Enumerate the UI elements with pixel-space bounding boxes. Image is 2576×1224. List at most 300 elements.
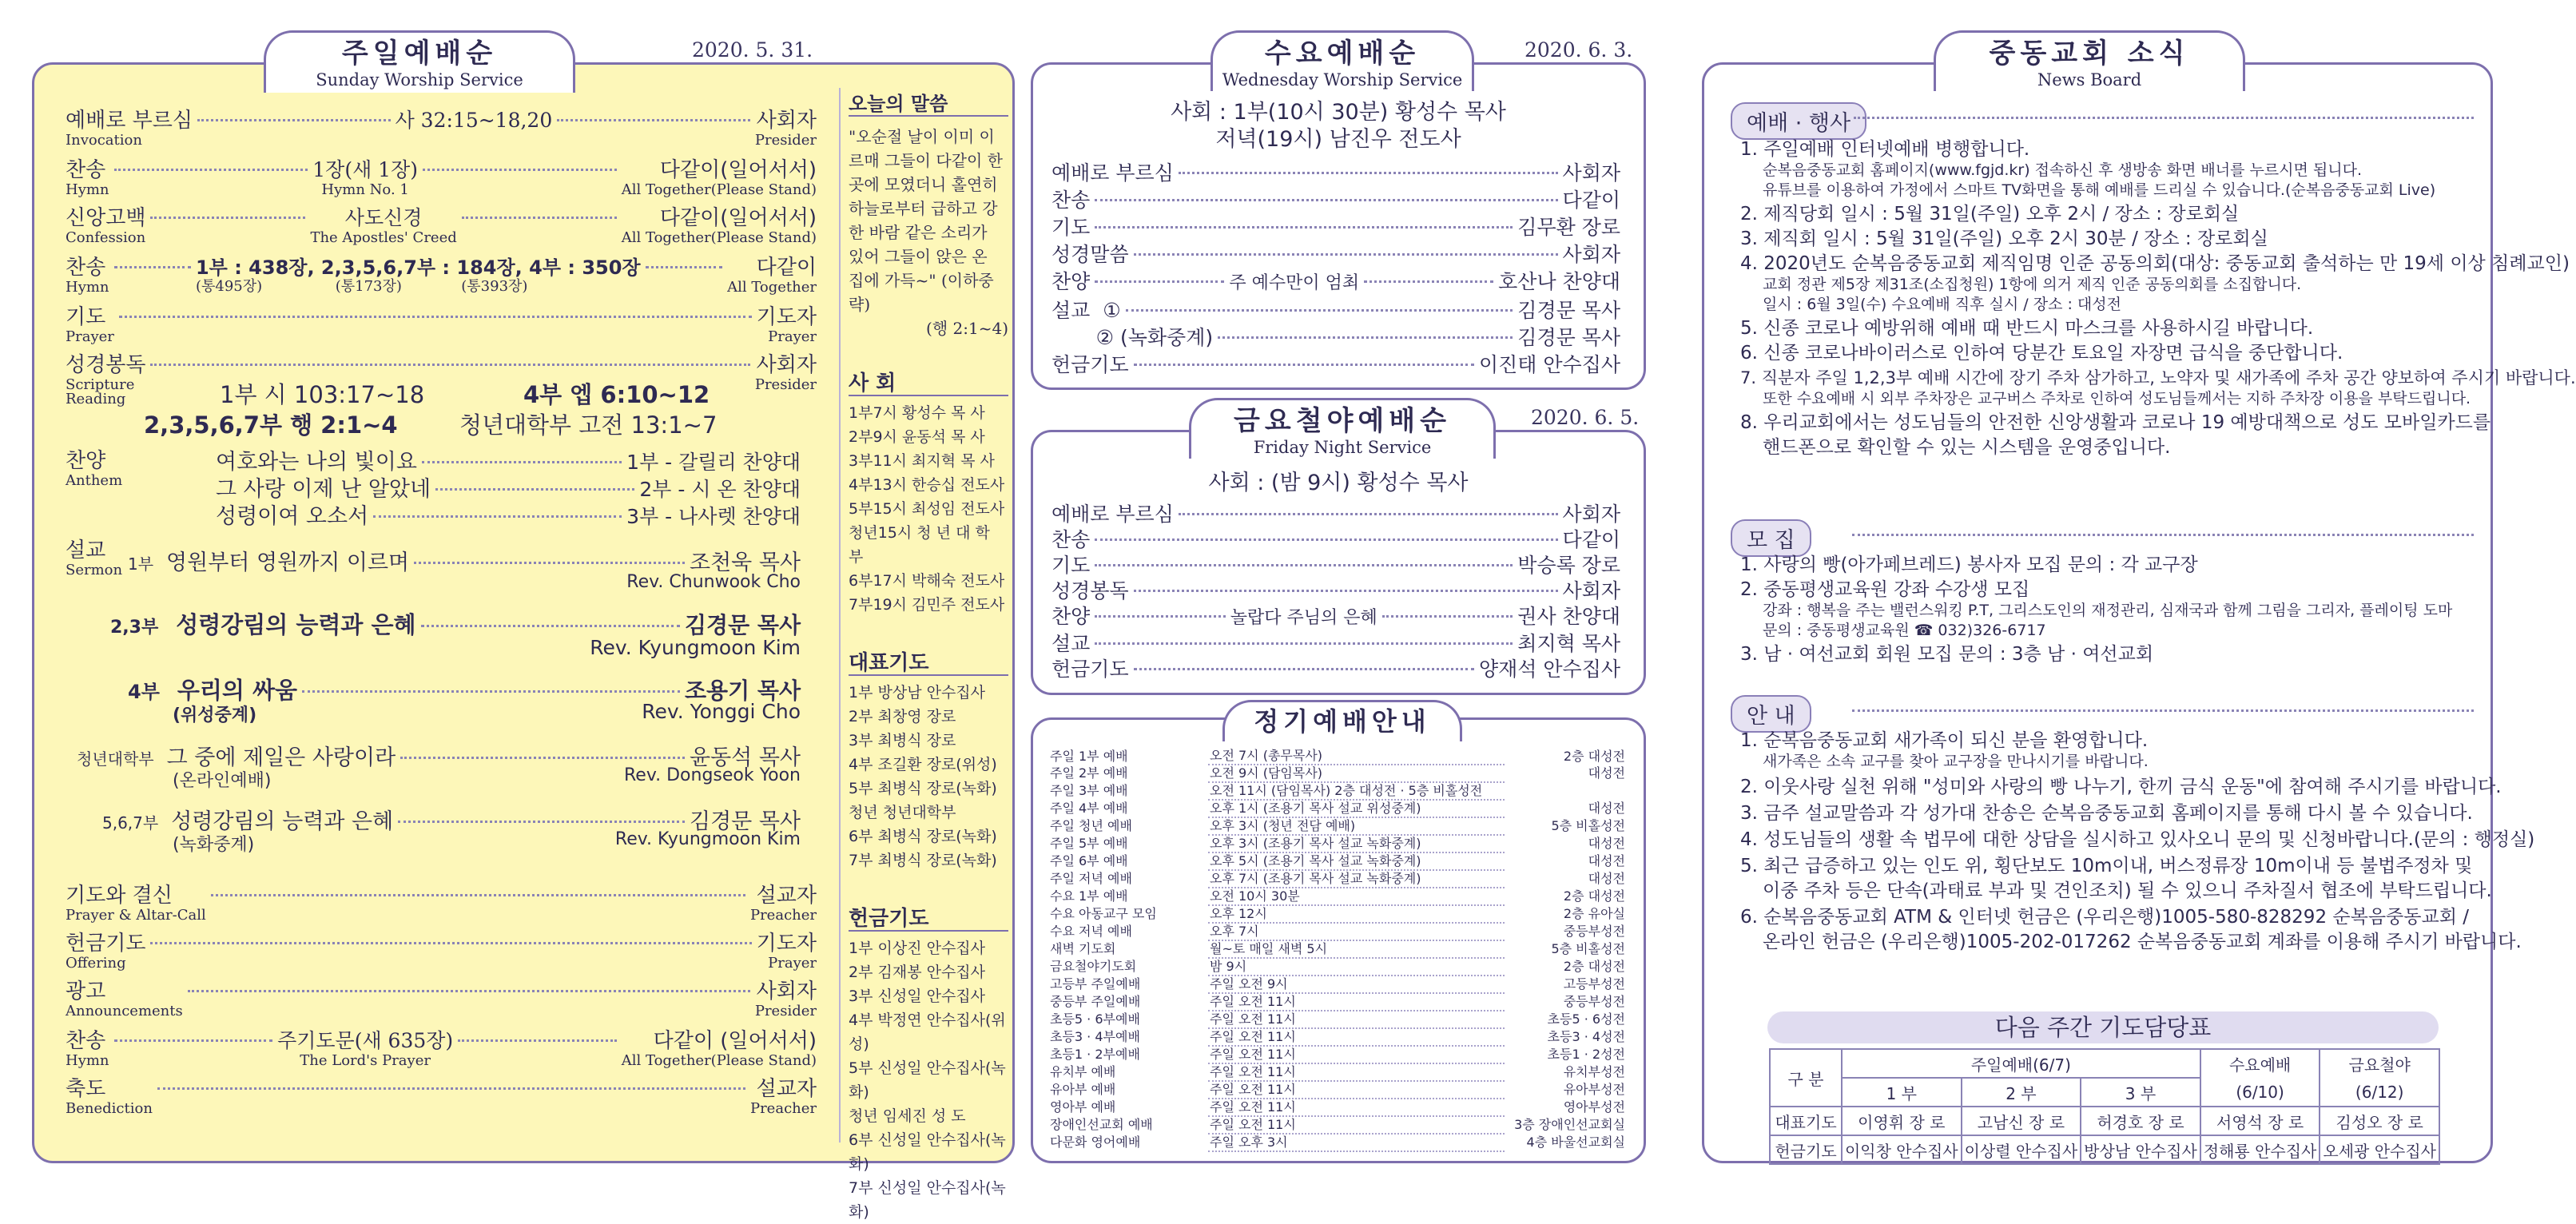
service-place: 영아부성전 [1563, 1099, 1625, 1115]
leader-dots [302, 690, 680, 693]
wed-row-person: 사회자 [1562, 243, 1620, 266]
word-line: "오순절 날이 이미 이 [849, 127, 995, 146]
sermon-preacher: 김경문 목사 [685, 612, 801, 638]
fri-row [1051, 657, 1620, 682]
news-item-detail: 온라인 헌금은 (우리은행)1005-202-017262 순복음중동교회 계좌를 이용해 주시기 바랍니다. [1763, 932, 2522, 952]
sermon-preacher-en: Rev. Yonggi Cho [642, 700, 801, 723]
service-name: 장애인선교회 예배 [1050, 1117, 1153, 1132]
offering-prayer-item: 4부 박정연 안수집사(위성) [849, 1011, 1006, 1053]
altar-label: 기도와 결신 [66, 884, 173, 908]
announcements-label: 광고 [66, 980, 106, 1003]
fri-row [1051, 553, 1620, 578]
sermon-preacher: 김경문 목사 [690, 809, 801, 834]
service-name: 금요철야기도회 [1050, 959, 1137, 974]
service-name: 중등부 주일예배 [1050, 994, 1141, 1009]
service-time: 주일 오전 11시 [1208, 1116, 1505, 1134]
fri-row-person: 권사 찬양대 [1517, 605, 1620, 628]
hymn-label: 찬송 [66, 158, 106, 182]
wed-row-person: 김경문 목사 [1517, 326, 1620, 349]
service-time: 오후 3시 (청년 전담 예배) [1208, 817, 1505, 835]
sermon-title: 성령강림의 능력과 은혜 [176, 611, 416, 638]
anthem-label [66, 444, 122, 488]
wednesday-subtitle: Wednesday Worship Service [1222, 70, 1463, 89]
table-header: 1 부 [1842, 1078, 1962, 1107]
invocation-role-en: Presider [754, 132, 817, 149]
leader-dots [1179, 172, 1558, 174]
prayer-label: 기도 [66, 305, 106, 329]
sunday-title: 주일예배순 [341, 38, 498, 70]
offering-prayer-item: 6부 신성일 안수집사(녹화) [849, 1131, 1006, 1173]
mc-item: 4부13시 한승십 전도사 [849, 476, 1005, 494]
service-name: 주일 5부 예배 [1050, 836, 1128, 851]
mc-item: 청년15시 청 년 대 학 부 [849, 524, 990, 566]
service-place: 대성전 [1588, 801, 1625, 816]
news-item: 2. 이웃사랑 실천 위해 "성미와 사랑의 빵 나누기, 한끼 금식 운동"에 참여해 주시기를 바랍니다. [1740, 777, 2502, 797]
table-cell: 정해룡 안수집사 [2200, 1135, 2320, 1164]
leader-dots [1134, 590, 1558, 592]
table-row [1048, 958, 1627, 976]
service-name: 주일 저녁 예배 [1050, 871, 1132, 886]
altar-row [66, 879, 817, 923]
mc-item: 2부9시 윤동석 목 사 [849, 428, 985, 446]
sermon-label-ko: 설교 [66, 538, 106, 562]
rep-prayer-item: 1부 방상남 안수집사 [849, 684, 985, 701]
friday-order [1051, 502, 1620, 682]
table-row [1048, 1099, 1627, 1116]
service-place: 유치부성전 [1563, 1064, 1625, 1079]
service-name: 새벽 기도회 [1050, 941, 1116, 956]
invocation-label-en: Invocation [66, 132, 142, 149]
service-time: 오전 7시 (총무목사) [1208, 748, 1505, 765]
leader-dots [1095, 615, 1225, 618]
hymn1-number: 1장(새 1장) [312, 158, 418, 181]
anthem-choir: 3부 - 나사렛 찬양대 [626, 505, 801, 528]
regular-title: 정기예배안내 [1254, 706, 1431, 737]
service-time: 주일 오전 11시 [1208, 1081, 1505, 1099]
sermon-part: 2,3부 [110, 618, 159, 638]
table-header: (6/10) [2200, 1078, 2320, 1107]
leader-dots [1179, 513, 1558, 515]
sermon-preacher-en: Rev. Kyungmoon Kim [590, 636, 801, 659]
leader-dots [1095, 538, 1557, 541]
offering-prayer-item: 2부 김재봉 안수집사 [849, 964, 985, 981]
creed-name-en: The Apostles' Creed [310, 229, 457, 246]
sermon-part: 청년대학부 [77, 749, 154, 769]
news-item: 2. 중동평생교육원 강좌 수강생 모집 [1740, 579, 2030, 600]
table-cell: 방상남 안수집사 [2081, 1135, 2200, 1164]
service-place: 2층 유아실 [1563, 906, 1625, 921]
table-cell: 오세광 안수집사 [2320, 1135, 2439, 1164]
friday-title: 금요철야예배순 [1234, 405, 1451, 437]
hymn2-label: 찬송 [66, 256, 106, 280]
leader-dots [150, 217, 305, 219]
table-row [1770, 1135, 2439, 1164]
table-row [1048, 1134, 1627, 1151]
news-item: 1. 주일예배 인터넷예배 병행합니다. [1740, 139, 2030, 160]
hymn3-name: 주기도문(새 635장) [277, 1029, 454, 1052]
offering-prayer-item: 5부 신성일 안수집사(녹화) [849, 1059, 1006, 1101]
service-place: 고등부성전 [1563, 976, 1625, 992]
leader-dots [373, 515, 622, 518]
todays-word-title: 오늘의 말씀 [849, 93, 1008, 117]
service-name: 수요 저녁 예배 [1050, 924, 1132, 939]
news-item-detail: 이중 주차 등은 단속(과태료 부과 및 견인조치) 될 수 있으니 주차질서 협조에 부탁드립니다. [1763, 880, 2492, 901]
wed-row-label: 찬양 [1051, 270, 1091, 293]
service-name: 초등5 · 6부예배 [1050, 1011, 1140, 1027]
reading-part2: 2,3,5,6,7부 행 2:1~4 [144, 411, 398, 439]
friday-title-tab [1189, 398, 1496, 459]
service-time: 월~토 매일 새벽 5시 [1208, 940, 1505, 958]
table-row [1048, 888, 1627, 905]
service-name: 다문화 영어예배 [1050, 1135, 1141, 1150]
service-name: 유치부 예배 [1050, 1064, 1116, 1079]
service-place: 초등5 · 6성전 [1547, 1011, 1625, 1027]
reading-part4: 4부 엡 6:10~12 [523, 381, 710, 408]
leader-dots [557, 119, 750, 121]
table-cell: 이상렬 안수집사 [1962, 1135, 2081, 1164]
service-place: 대성전 [1588, 765, 1625, 781]
news-guide-list [1740, 730, 2534, 953]
anthem-choir: 1부 - 갈릴리 찬양대 [626, 451, 801, 474]
table-row [1048, 870, 1627, 888]
service-place: 대성전 [1588, 836, 1625, 851]
wed-row-label: 성경말씀 [1051, 243, 1129, 266]
table-cell: 헌금기도 [1770, 1135, 1842, 1164]
altar-label-en: Prayer & Altar-Call [66, 907, 206, 924]
news-subtitle: News Board [2037, 70, 2142, 89]
creed-label: 신앙고백 [66, 206, 146, 230]
news-item: 3. 금주 설교말씀과 각 성가대 찬송은 순복음중동교회 홈페이지를 통해 다시 볼 수 있습니다. [1740, 803, 2473, 824]
sunday-title-tab [264, 30, 575, 93]
leader-dots [462, 217, 617, 219]
table-cell: 서영석 장 로 [2200, 1107, 2320, 1135]
next-week-title: 다음 주간 기도담당표 [1994, 1014, 2212, 1041]
leader-dots [1126, 309, 1513, 312]
offering-role: 기도자 [756, 932, 817, 956]
rep-prayer-title: 대표기도 [849, 652, 1008, 676]
anthem-song: 그 사랑 이제 난 알았네 [216, 477, 431, 502]
mc-item: 5부15시 최성임 전도사 [849, 500, 1005, 518]
sermon-part: 5,6,7부 [102, 813, 159, 833]
reading-label: 성경봉독 [66, 353, 146, 377]
hymn3-row [66, 1024, 817, 1068]
rep-prayer-item: 2부 최창영 장로 [849, 708, 956, 725]
service-time: 오전 11시 (담임목사) 2층 대성전 · 5층 비홀성전 [1208, 782, 1505, 800]
table-cell: 대표기도 [1770, 1107, 1842, 1135]
news-worship-list [1740, 139, 2576, 459]
service-place: 2층 대성전 [1563, 959, 1625, 974]
news-item: 7. 직분자 주일 1,2,3부 예배 시간에 장기 주차 삼가하고, 노약자 및 새가족에 주차 공간 양보하여 주시기 바랍니다. [1740, 368, 2576, 387]
service-time: 주일 오전 11시 [1208, 1099, 1505, 1116]
hymn1-number-en: Hymn No. 1 [321, 181, 409, 198]
regular-service-table [1048, 748, 1627, 1152]
wed-row-label: 찬송 [1051, 189, 1091, 212]
hymn3-role: 다같이 (일어서서) [653, 1029, 817, 1053]
leader-dots [422, 461, 622, 463]
table-header: (6/12) [2320, 1078, 2439, 1107]
reading-role-en: Presider [754, 376, 817, 393]
wed-row-label: 기도 [1051, 216, 1091, 239]
news-item-detail: 일시 : 6월 3일(수) 수요예배 직후 실시 / 장소 : 대성전 [1763, 296, 2121, 313]
wed-row-person: 호산나 찬양대 [1498, 270, 1620, 293]
fri-row [1051, 578, 1620, 604]
news-item: 1. 순복음중동교회 새가족이 되신 분을 환영합니다. [1740, 730, 2149, 751]
service-name: 주일 1부 예배 [1050, 748, 1128, 764]
news-item: 6. 순복음중동교회 ATM & 인터넷 헌금은 (우리은행)1005-580-828292 순복음중동교회 / [1740, 907, 2469, 928]
regular-title-tab [1222, 700, 1462, 741]
fri-row-person: 양재석 안수집사 [1479, 658, 1620, 681]
table-row [1048, 976, 1627, 993]
leader-dots [1095, 564, 1513, 566]
news-item-detail: 강좌 : 행복을 주는 밸런스워킹 P.T, 그리스도인의 재정관리, 심재국과 함께 그림을 그리자, 플레이팅 도마 [1763, 602, 2453, 619]
table-cell: 이영휘 장 로 [1842, 1107, 1962, 1135]
wednesday-host [1031, 99, 1646, 153]
leader-dots [197, 119, 391, 121]
service-place: 초등3 · 4성전 [1547, 1029, 1625, 1044]
offering-prayer-item: 7부 신성일 안수집사(녹화) [849, 1179, 1006, 1221]
anthem-song: 성령이여 오소서 [216, 504, 369, 529]
wed-row-song: 주 예수만이 엄최 [1229, 273, 1360, 293]
sermon-note: (녹화중계) [173, 835, 255, 855]
wed-row [1051, 352, 1620, 379]
wed-row-person: 김경문 목사 [1517, 299, 1620, 322]
friday-date: 2020. 6. 5. [1531, 406, 1640, 429]
offering-role-en: Prayer [768, 955, 817, 972]
reading-label-en: Scripture Reading [66, 376, 135, 407]
anthem-item [216, 499, 801, 530]
table-row [1048, 800, 1627, 817]
table-header: 구 분 [1770, 1049, 1842, 1107]
fri-row [1051, 604, 1620, 631]
service-place: 5층 비홀성전 [1551, 818, 1625, 833]
announcements-label-en: Announcements [66, 1003, 183, 1019]
service-time: 밤 9시 [1208, 958, 1505, 976]
news-item: 5. 최근 급증하고 있는 인도 위, 횡단보도 10m이내, 버스정류장 10m이내 등 불법주정차 및 [1740, 856, 2473, 876]
fri-row-song: 놀랍다 주님의 은혜 [1230, 608, 1377, 628]
sermon-preacher: 윤동석 목사 [690, 745, 801, 770]
table-header: 금요철야 [2320, 1049, 2439, 1078]
section-recruit: 모 집 [1731, 519, 1811, 557]
service-time: 오전 9시 (담임목사) [1208, 765, 1505, 782]
table-header: 3 부 [2081, 1078, 2200, 1107]
table-row [1048, 1028, 1627, 1046]
service-name: 주일 청년 예배 [1050, 818, 1132, 833]
service-name: 유아부 예배 [1050, 1082, 1116, 1097]
announcements-row [66, 975, 817, 1019]
table-row [1048, 940, 1627, 958]
fri-row-person: 다같이 [1562, 528, 1620, 551]
reading-role: 사회자 [756, 353, 817, 377]
service-place: 초등1 · 2성전 [1547, 1047, 1625, 1062]
wed-row [1051, 297, 1620, 324]
offering-prayer-item: 1부 이상진 안수집사 [849, 940, 985, 957]
word-line: 집에 가득~" (이하중략) [849, 271, 994, 314]
table-row [1048, 1011, 1627, 1028]
prayer-row [66, 300, 817, 344]
fri-row [1051, 631, 1620, 657]
offering-prayer-item: 3부 신성일 안수집사 [849, 988, 985, 1005]
fri-row-person: 최지혁 목사 [1517, 632, 1620, 655]
hymn1-row [66, 153, 817, 197]
table-row [1770, 1107, 2439, 1135]
sermon-label [66, 534, 122, 578]
leader-dots [400, 757, 685, 759]
wed-row [1051, 241, 1620, 268]
sermon-part: 1부 [128, 554, 154, 574]
leader-dots [114, 169, 308, 171]
fri-row-label: 설교 [1051, 632, 1091, 655]
invocation-row [66, 104, 817, 148]
table-cell: 고남신 장 로 [1962, 1107, 2081, 1135]
leader-dots [458, 1039, 617, 1042]
wed-row-label: 헌금기도 [1051, 353, 1129, 376]
service-name: 고등부 주일예배 [1050, 976, 1141, 992]
offering-label-en: Offering [66, 955, 126, 972]
hymn3-name-en: The Lord's Prayer [300, 1052, 431, 1069]
wed-row [1051, 187, 1620, 214]
next-week-title-bar [1767, 1011, 2439, 1043]
leader-dots [114, 1039, 273, 1042]
service-name: 주일 3부 예배 [1050, 783, 1128, 798]
service-name: 수요 1부 예배 [1050, 888, 1128, 904]
leader-dots [414, 562, 685, 564]
service-time: 주일 오전 11시 [1208, 993, 1505, 1011]
table-row [1048, 1116, 1627, 1134]
wednesday-title-tab [1210, 30, 1474, 91]
rep-prayer-item: 3부 최병식 장로 [849, 732, 956, 749]
hymn3-label-en: Hymn [66, 1052, 109, 1069]
service-place: 유아부성전 [1563, 1082, 1625, 1097]
next-week-prayer-table [1769, 1048, 2440, 1165]
creed-name: 사도신경 [344, 206, 423, 229]
benediction-role-en: Preacher [749, 1100, 817, 1117]
hymn2-row [66, 251, 817, 295]
sunday-date: 2020. 5. 31. [692, 38, 813, 62]
fri-row-label: 예배로 부르심 [1051, 503, 1174, 526]
service-time: 오후 5시 (조용기 목사 설교 녹화중계) [1208, 852, 1505, 870]
announcements-role-en: Presider [754, 1003, 817, 1019]
service-time: 오전 10시 30분 [1208, 888, 1505, 905]
sermon-title: 그 중에 제일은 사랑이라 [166, 745, 396, 770]
table-row [1770, 1049, 2439, 1078]
reading-youth: 청년대학부 고전 13:1~7 [459, 411, 718, 439]
sermon-title: 성령강림의 능력과 은혜 [171, 809, 394, 834]
leader-dots [1218, 336, 1513, 339]
leader-dots [188, 990, 750, 992]
news-item: 4. 2020년도 순복음중동교회 제직임명 인준 공동의회(대상: 중동교회 출석하는 만 19세 이상 침례교인) [1740, 253, 2570, 274]
service-place [1505, 782, 1627, 800]
fri-row-label: 헌금기도 [1051, 658, 1129, 681]
hymn3-label: 찬송 [66, 1029, 106, 1053]
service-place: 대성전 [1588, 853, 1625, 868]
rep-prayer-list [849, 681, 1008, 872]
service-time: 오후 1시 (조용기 목사 설교 위성중계) [1208, 800, 1505, 817]
service-name: 초등3 · 4부예배 [1050, 1029, 1140, 1044]
benediction-label-en: Benediction [66, 1100, 153, 1117]
rep-prayer-item: 4부 조길환 장로(위성) [849, 756, 997, 773]
leader-dots [1095, 280, 1224, 283]
news-item-detail: 또한 수요예배 시 외부 주차장은 교구버스 주차로 인하여 성도님들께서는 지하 주차장 이용을 부탁드립니다. [1763, 390, 2471, 407]
offering-prayer-list [849, 936, 1008, 1224]
news-item: 3. 제직회 일시 : 5월 31일(주일) 오후 2시 30분 / 장소 : 장로회실 [1740, 229, 2268, 249]
mc-list [849, 401, 1008, 617]
table-row [1048, 835, 1627, 852]
sermon-preacher: 조천욱 목사 [690, 550, 801, 575]
news-recruit-list [1740, 554, 2452, 666]
rep-prayer-item: 7부 최병식 장로(녹화) [849, 852, 997, 869]
mc-item: 7부19시 김민주 전도사 [849, 596, 1005, 614]
section-rule [1854, 117, 2474, 119]
hymn2-numbers: 1부 : 438장, 2,3,5,6,7부 : 184장, 4부 : 350장 [195, 256, 641, 279]
service-place: 2층 대성전 [1563, 748, 1625, 764]
hymn2-role-en: All Together [727, 279, 817, 296]
creed-row [66, 201, 817, 245]
table-row [1048, 1046, 1627, 1063]
news-item: 2. 제직당회 일시 : 5월 31일(주일) 오후 2시 / 장소 : 장로회실 [1740, 204, 2240, 225]
hymn-label-en: Hymn [66, 181, 109, 198]
service-name: 주일 6부 예배 [1050, 853, 1128, 868]
news-item: 3. 남 · 여선교회 회원 모집 문의 : 3층 남 · 여선교회 [1740, 644, 2154, 665]
rep-prayer-item: 5부 최병식 장로(녹화) [849, 780, 997, 797]
reading-part1: 1부 시 103:17~18 [220, 381, 425, 408]
news-item: 4. 성도님들의 생활 속 법무에 대한 상담을 실시하고 있사오니 문의 및 신청바랍니다.(문의 : 행정실) [1740, 829, 2535, 850]
mc-item: 1부7시 황성수 목 사 [849, 404, 985, 422]
service-time: 주일 오전 11시 [1208, 1028, 1505, 1046]
announcements-role: 사회자 [756, 980, 817, 1003]
news-item-detail: 교회 정관 제5장 제31조(소집청원) 1항에 의거 제직 인준 공동의회를 소집합니다. [1763, 276, 2302, 293]
table-row [1048, 765, 1627, 782]
wednesday-title: 수요예배순 [1264, 38, 1421, 70]
news-item: 5. 신종 코로나 예방위해 예배 때 반드시 마스크를 사용하시길 바랍니다. [1740, 318, 2314, 339]
table-row [1048, 993, 1627, 1011]
leader-dots [211, 894, 745, 896]
wednesday-host-line: 저녁(19시) 남진우 전도사 [1215, 127, 1461, 152]
hymn3-role-en: All Together(Please Stand) [621, 1052, 817, 1069]
offering-label: 헌금기도 [66, 932, 146, 956]
hymn2-label-en: Hymn [66, 279, 109, 296]
section-rule [1852, 709, 2474, 712]
hymn1-role: 다같이(일어서서) [659, 158, 817, 182]
fri-row-label: 기도 [1051, 554, 1091, 577]
word-reference: (행 2:1~4) [926, 319, 1008, 338]
table-cell: 김성오 장 로 [2320, 1107, 2439, 1135]
service-time: 주일 오전 9시 [1208, 976, 1505, 993]
fri-row-label: 찬송 [1051, 528, 1091, 551]
service-time: 오후 3시 (조용기 목사 설교 녹화중계) [1208, 835, 1505, 852]
wed-row-person: 사회자 [1562, 161, 1620, 185]
wed-row-person: 이진태 안수집사 [1479, 353, 1620, 376]
wed-row [1051, 214, 1620, 241]
section-worship-events: 예배 · 행사 [1731, 102, 1866, 140]
word-line: 곳에 모였더니 홀연히 [849, 175, 998, 194]
service-place: 5층 비홀성전 [1551, 941, 1625, 956]
leader-dots [398, 821, 685, 823]
wed-row-label: 설교 ① [1051, 299, 1121, 322]
news-item: 1. 사랑의 빵(아가페브레드) 봉사자 모집 문의 : 각 교구장 [1740, 554, 2198, 575]
word-line: 하늘로부터 급하고 강 [849, 199, 998, 218]
leader-dots [150, 942, 751, 944]
service-time: 주일 오후 3시 [1208, 1134, 1505, 1151]
anthem-label-en: Anthem [66, 472, 123, 489]
hymn2-role: 다같이 [756, 256, 817, 280]
sermon-note: (온라인예배) [173, 771, 272, 791]
leader-dots [423, 169, 617, 171]
table-cell: 허경호 장 로 [2081, 1107, 2200, 1135]
table-row [1048, 782, 1627, 800]
fri-row [1051, 502, 1620, 527]
rep-prayer-item: 청년 청년대학부 [849, 804, 956, 821]
offering-prayer-title: 헌금기도 [849, 908, 1008, 932]
